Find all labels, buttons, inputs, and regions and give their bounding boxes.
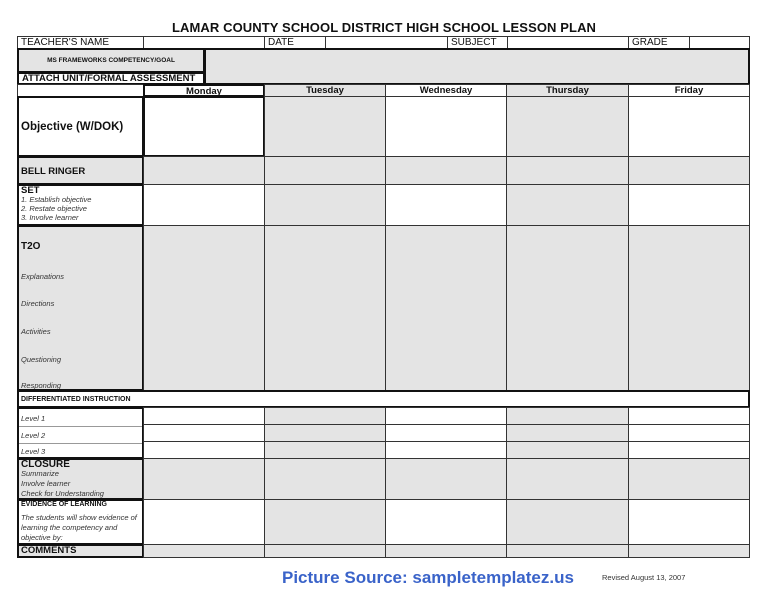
t2o-item: Explanations: [21, 272, 64, 281]
subject-label: SUBJECT: [447, 36, 508, 49]
day-header-wednesday: Wednesday: [385, 84, 507, 97]
t2o-item: Activities: [21, 327, 51, 336]
set-item: 1. Establish objective: [21, 195, 92, 204]
evidence-wednesday[interactable]: [385, 499, 507, 545]
levels-label-cell: [17, 407, 144, 459]
set-item: 3. Involve learner: [21, 213, 79, 222]
level3-friday[interactable]: [628, 441, 750, 459]
level1-wednesday[interactable]: [385, 407, 507, 425]
bell-ringer-thursday[interactable]: [506, 156, 629, 185]
objective-wednesday[interactable]: [385, 96, 507, 157]
t2o-wednesday[interactable]: [385, 225, 507, 391]
day-header-monday: Monday: [143, 84, 265, 97]
level1-friday[interactable]: [628, 407, 750, 425]
differentiated-label: DIFFERENTIATED INSTRUCTION: [21, 396, 131, 403]
day-header-tuesday: Tuesday: [264, 84, 386, 97]
t2o-item: Responding: [21, 381, 62, 390]
level-label: Level 1: [21, 414, 46, 423]
bell-ringer-friday[interactable]: [628, 156, 750, 185]
date-label: DATE: [264, 36, 326, 49]
level-label: Level 3: [21, 447, 46, 456]
evidence-thursday[interactable]: [506, 499, 629, 545]
page-title: LAMAR COUNTY SCHOOL DISTRICT HIGH SCHOOL LESSON PLAN: [171, 20, 597, 35]
closure-label: CLOSURE: [21, 459, 70, 470]
level2-thursday[interactable]: [506, 424, 629, 442]
closure-tuesday[interactable]: [264, 458, 386, 500]
day-header-friday: Friday: [628, 84, 750, 97]
comments-label-cell: [17, 544, 144, 558]
t2o-friday[interactable]: [628, 225, 750, 391]
level1-monday[interactable]: [143, 407, 265, 425]
picture-source-link[interactable]: Picture Source: sampletemplatez.us: [282, 568, 574, 587]
t2o-monday[interactable]: [143, 225, 265, 391]
set-item: 2. Restate objective: [21, 204, 87, 213]
closure-wednesday[interactable]: [385, 458, 507, 500]
closure-label-cell: [17, 458, 144, 500]
objective-friday[interactable]: [628, 96, 750, 157]
objective-monday[interactable]: [143, 96, 265, 157]
set-thursday[interactable]: [506, 184, 629, 226]
level1-tuesday[interactable]: [264, 407, 386, 425]
bell-ringer-wednesday[interactable]: [385, 156, 507, 185]
level2-tuesday[interactable]: [264, 424, 386, 442]
evidence-friday[interactable]: [628, 499, 750, 545]
set-tuesday[interactable]: [264, 184, 386, 226]
attach-assessment-label: ATTACH UNIT/FORMAL ASSESSMENT: [17, 72, 205, 85]
frameworks-field[interactable]: [204, 48, 750, 85]
comments-thursday[interactable]: [506, 544, 629, 558]
set-friday[interactable]: [628, 184, 750, 226]
evidence-description: The students will show evidence of learning the competency and objective by:: [21, 513, 137, 542]
closure-thursday[interactable]: [506, 458, 629, 500]
level3-monday[interactable]: [143, 441, 265, 459]
day-header-thursday: Thursday: [506, 84, 629, 97]
evidence-monday[interactable]: [143, 499, 265, 545]
objective-tuesday[interactable]: [264, 96, 386, 157]
t2o-label: T2O: [21, 241, 41, 252]
objective-label-cell: [17, 96, 144, 157]
t2o-thursday[interactable]: [506, 225, 629, 391]
objective-thursday[interactable]: [506, 96, 629, 157]
level2-friday[interactable]: [628, 424, 750, 442]
closure-item: Involve learner: [21, 479, 71, 488]
bell-ringer-label-cell: [17, 156, 144, 185]
level3-tuesday[interactable]: [264, 441, 386, 459]
t2o-label-cell: [17, 225, 144, 391]
set-label-cell: [17, 184, 144, 226]
set-monday[interactable]: [143, 184, 265, 226]
comments-tuesday[interactable]: [264, 544, 386, 558]
teacher-name-label: TEACHER'S NAME: [17, 36, 144, 49]
t2o-item: Questioning: [21, 355, 62, 364]
bell-ringer-tuesday[interactable]: [264, 156, 386, 185]
comments-label: COMMENTS: [21, 545, 77, 556]
objective-label: Objective (W/DOK): [21, 121, 124, 133]
t2o-item: Directions: [21, 299, 55, 308]
grade-label: GRADE: [628, 36, 690, 49]
set-wednesday[interactable]: [385, 184, 507, 226]
level-label: Level 2: [21, 431, 46, 440]
bell-ringer-label: BELL RINGER: [21, 166, 86, 177]
level3-wednesday[interactable]: [385, 441, 507, 459]
level2-wednesday[interactable]: [385, 424, 507, 442]
closure-monday[interactable]: [143, 458, 265, 500]
comments-monday[interactable]: [143, 544, 265, 558]
comments-friday[interactable]: [628, 544, 750, 558]
closure-item: Check for Understanding: [21, 489, 104, 498]
closure-friday[interactable]: [628, 458, 750, 500]
level3-thursday[interactable]: [506, 441, 629, 459]
evidence-label-cell: [17, 499, 144, 545]
closure-item: Summarize: [21, 469, 59, 478]
frameworks-label: MS FRAMEWORKS COMPETENCY/GOAL: [17, 48, 205, 73]
set-label: SET: [21, 185, 40, 196]
comments-wednesday[interactable]: [385, 544, 507, 558]
evidence-label: EVIDENCE OF LEARNING: [21, 501, 107, 508]
level2-monday[interactable]: [143, 424, 265, 442]
evidence-tuesday[interactable]: [264, 499, 386, 545]
revised-date: Revised August 13, 2007: [602, 573, 686, 582]
differentiated-header: [17, 390, 750, 408]
level1-thursday[interactable]: [506, 407, 629, 425]
bell-ringer-monday[interactable]: [143, 156, 265, 185]
t2o-tuesday[interactable]: [264, 225, 386, 391]
